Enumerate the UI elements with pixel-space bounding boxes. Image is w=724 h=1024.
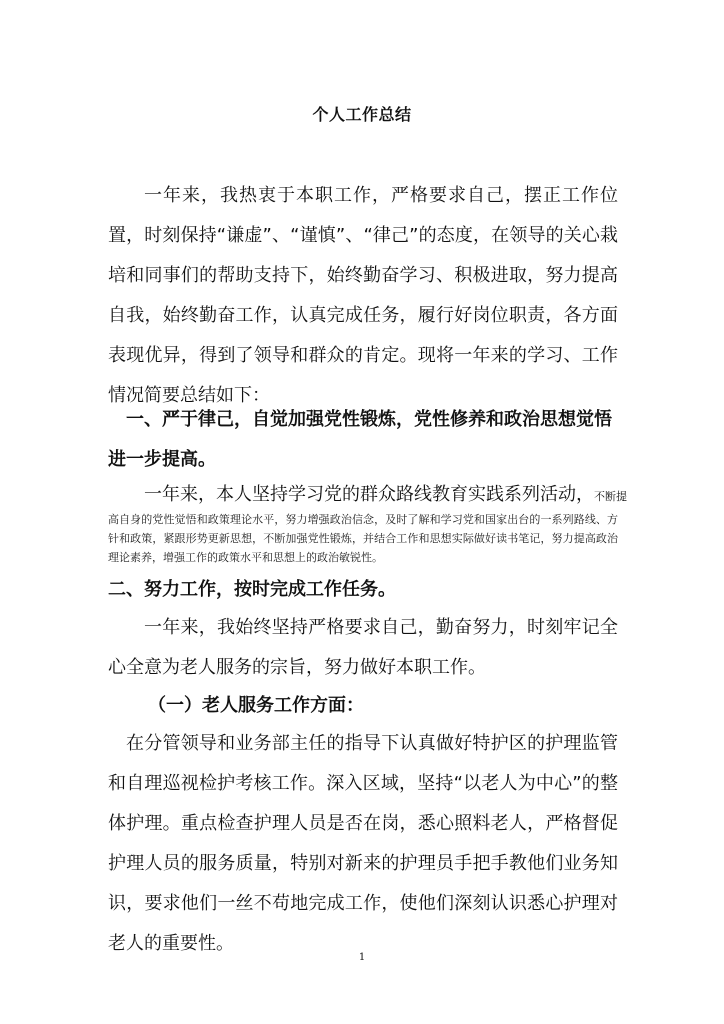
document-title: 个人工作总结: [312, 105, 412, 124]
subsection1-heading: （一）老人服务工作方面：: [148, 695, 364, 716]
section1-small-text: 高自身的党性觉悟和政策理论水平，努力增强政治信念，及时了解和学习党和国家出台的一系列路线、方针和政策，紧跟形势更新思想，不断加强党性锻炼，并结合工作和思想实际做好读书笔记，努力提高政治理论素养，增强工作的政策水平和思想上的政治敏锐性。: [108, 513, 618, 564]
subsection1-paragraph: 在分管领导和业务部主任的指导下认真做好特护区的护理监管和自理巡视检护考核工作。深入区域，坚持“以老人为中心”的整体护理。重点检查护理人员是否在岗，悉心照料老人，严格督促护理人员的服务质量，特别对新来的护理员手把手教他们业务知识，要求他们一丝不苟地完成工作，使他们深刻认识悉心护理对老人的重要性。: [108, 733, 618, 954]
section1-body: [108, 482, 627, 567]
section1-lead: 一年来，本人坚持学习党的群众路线教育实践系列活动，: [144, 484, 594, 505]
section1-lead-small: 不断提: [594, 490, 627, 503]
intro-paragraph: 一年来，我热衷于本职工作，严格要求自己，摆正工作位置，时刻保持“谦虚”、“谨慎”、“律己”的态度，在领导的关心栽培和同事们的帮助支持下，始终勤奋学习、积极进取，努力提高自我，始终勤奋工作，认真完成任务，履行好岗位职责，各方面表现优异，得到了领导和群众的肯定。现将一年来的学习、工作情况简要总结如下：: [108, 185, 618, 406]
section2-heading: 二、努力工作，按时完成工作任务。: [108, 579, 396, 600]
page-number: 1: [358, 952, 366, 963]
section2-paragraph: 一年来，我始终坚持严格要求自己，勤奋努力，时刻牢记全心全意为老人服务的宗旨，努力做好本职工作。: [108, 617, 618, 678]
section1-lead-line: [108, 482, 627, 510]
section1-heading: 一、严于律己，自觉加强党性锻炼，党性修养和政治思想觉悟进一步提高。: [108, 409, 612, 470]
